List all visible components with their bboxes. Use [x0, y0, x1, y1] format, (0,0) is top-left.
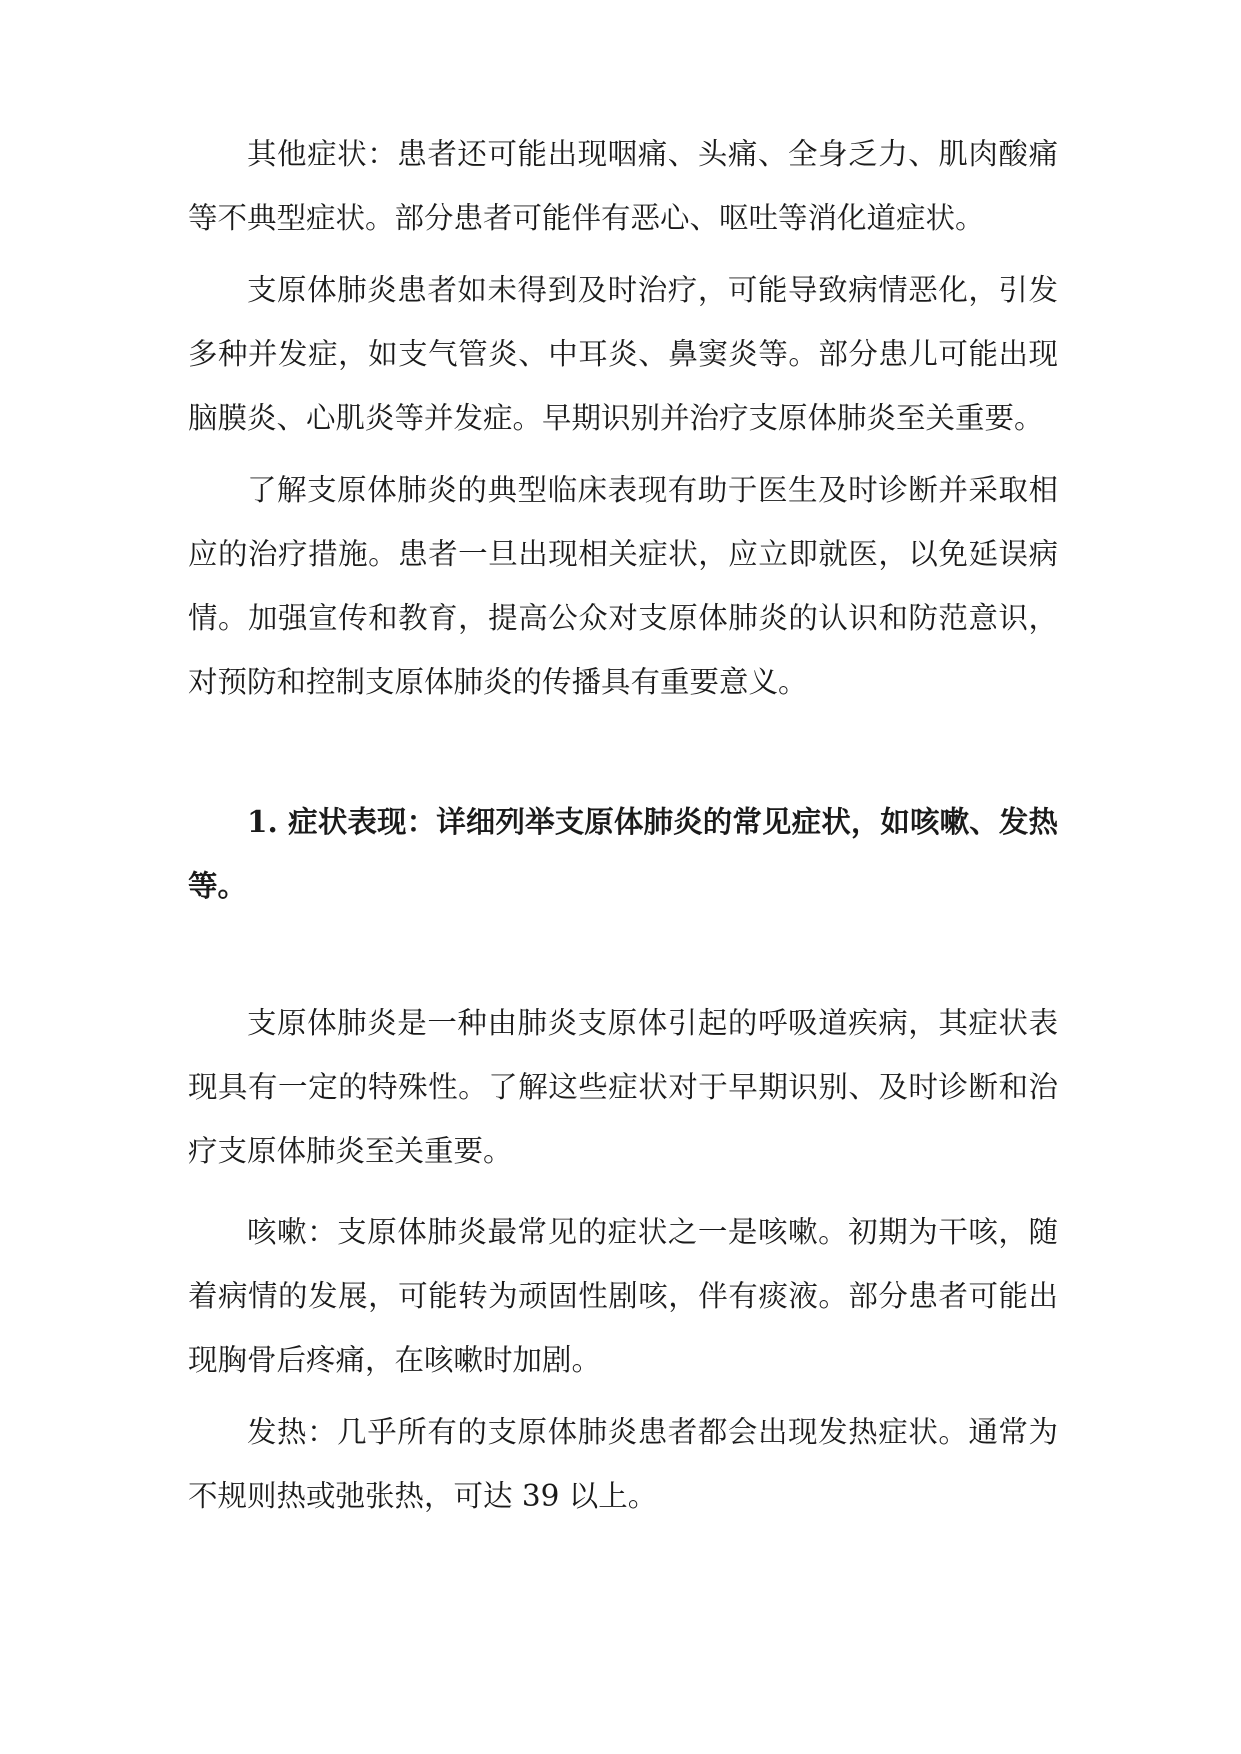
paragraph-importance: 了解支原体肺炎的典型临床表现有助于医生及时诊断并采取相应的治疗措施。患者一旦出现相关症状，应立即就医，以免延误病情。加强宣传和教育，提高公众对支原体肺炎的认识和防范意识，对预防和控制支原体肺炎的传播具有重要意义。 — [188, 473, 1058, 699]
paragraph-other-symptoms: 其他症状：患者还可能出现咽痛、头痛、全身乏力、肌肉酸痛等不典型症状。部分患者可能伴有恶心、呕吐等消化道症状。 — [188, 137, 1058, 235]
paragraph-fever: 发热：几乎所有的支原体肺炎患者都会出现发热症状。通常为不规则热或弛张热，可达 39 以上。 — [188, 1415, 1058, 1513]
paragraph-cough: 咳嗽：支原体肺炎最常见的症状之一是咳嗽。初期为干咳，随着病情的发展，可能转为顽固性剧咳，伴有痰液。部分患者可能出现胸骨后疼痛，在咳嗽时加剧。 — [188, 1215, 1058, 1377]
paragraph-intro: 支原体肺炎是一种由肺炎支原体引起的呼吸道疾病，其症状表现具有一定的特殊性。了解这些症状对于早期识别、及时诊断和治疗支原体肺炎至关重要。 — [188, 1006, 1058, 1168]
paragraph-complications: 支原体肺炎患者如未得到及时治疗，可能导致病情恶化，引发多种并发症，如支气管炎、中耳炎、鼻窦炎等。部分患儿可能出现脑膜炎、心肌炎等并发症。早期识别并治疗支原体肺炎至关重要。 — [188, 273, 1058, 435]
section-heading: 1. 症状表现：详细列举支原体肺炎的常见症状，如咳嗽、发热等。 — [188, 804, 1058, 903]
